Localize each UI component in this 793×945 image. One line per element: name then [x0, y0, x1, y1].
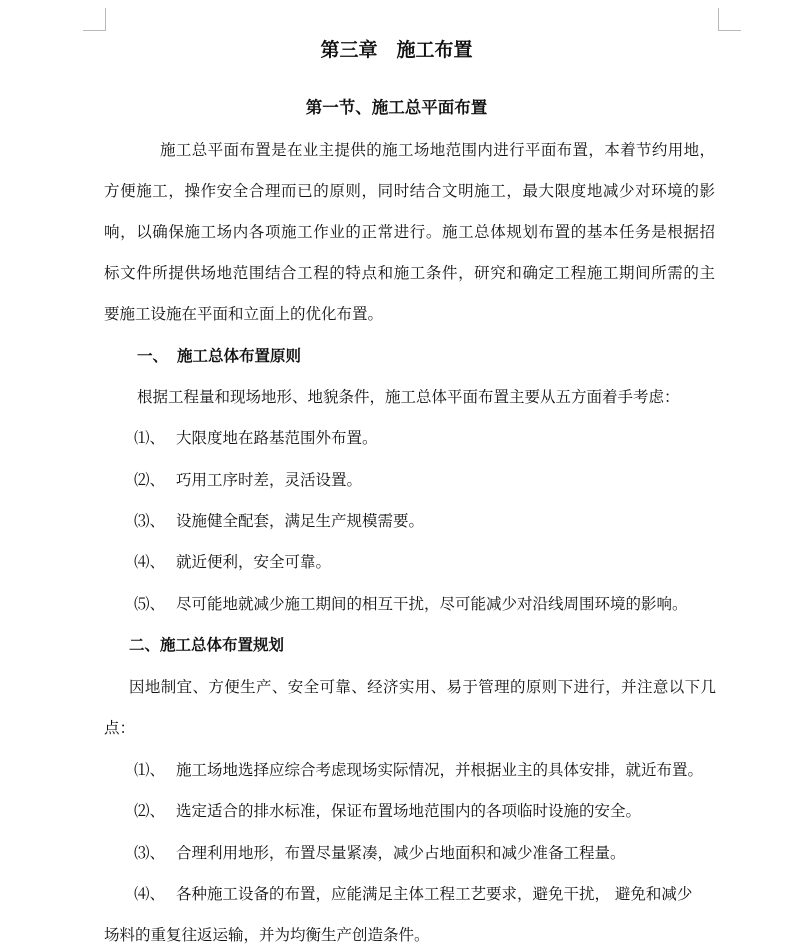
section2-lead-line-2: 点：	[104, 719, 136, 737]
intro-line-3: 响，以确保施工场内各项施工作业的正常进行。施工总体规划布置的基本任务是根据招	[104, 223, 715, 241]
section1-list-item	[134, 511, 424, 531]
section-title: 第一节、施工总平面布置	[305, 98, 488, 117]
list-item-text: 就近便利，安全可靠。	[176, 553, 332, 571]
list-item-text: 尽可能地就减少施工期间的相互干扰，尽可能减少对沿线周围环境的影响。	[176, 595, 688, 613]
section2-list-item	[134, 760, 703, 780]
list-item-number: ⑸、	[134, 595, 166, 613]
list-item-number: ⑷、	[134, 553, 166, 571]
section1-list-item	[134, 552, 331, 572]
intro-line-5: 要施工设施在平面和立面上的优化布置。	[104, 305, 384, 323]
list-item-number: ⑷、	[134, 885, 166, 903]
section2-list-item	[134, 801, 641, 821]
section1-heading	[137, 346, 301, 366]
list-item-text: 施工场地选择应综合考虑现场实际情况，并根据业主的具体安排，就近布置。	[176, 761, 704, 779]
intro-line-1: 施工总平面布置是在业主提供的施工场地范围内进行平面布置，本着节约用地，	[160, 141, 715, 159]
section2-list-item	[134, 843, 626, 863]
list-item-text: 合理利用地形，布置尽量紧凑，减少占地面积和减少准备工程量。	[176, 844, 626, 862]
list-item-number: ⑵、	[134, 802, 166, 820]
list-item-text: 大限度地在路基范围外布置。	[176, 429, 378, 447]
section2-lead-line-1: 因地制宜、方便生产、安全可靠、经济实用、易于管理的原则下进行，并注意以下几	[129, 678, 716, 696]
intro-line-4: 标文件所提供场地范围结合工程的特点和施工条件，研究和确定工程施工期间所需的主	[104, 264, 715, 282]
section1-lead: 根据工程量和现场地形、地貌条件，施工总体平面布置主要从五方面着手考虑：	[137, 388, 680, 406]
intro-line-2: 方便施工，操作安全合理而已的原则，同时结合文明施工，最大限度地减少对环境的影	[104, 182, 715, 200]
section1-list-item	[134, 428, 378, 448]
section1-heading-text: 施工总体布置原则	[177, 347, 302, 365]
list-item-number: ⑴、	[134, 429, 166, 447]
section1-list-item	[134, 470, 362, 490]
section2-heading: 二、施工总体布置规划	[129, 636, 285, 654]
list-item-text: 设施健全配套，满足生产规模需要。	[176, 512, 425, 530]
list-item-text: 巧用工序时差，灵活设置。	[176, 471, 363, 489]
section2-list-item	[134, 884, 692, 904]
list-item-text: 选定适合的排水标准，保证布置场地范围内的各项临时设施的安全。	[176, 802, 642, 820]
section1-heading-number: 一、	[137, 347, 169, 365]
list-item-number: ⑶、	[134, 512, 166, 530]
chapter-title: 第三章 施工布置	[320, 39, 473, 61]
list-item-number: ⑴、	[134, 761, 166, 779]
list-item-text: 各种施工设备的布置，应能满足主体工程工艺要求，避免干扰， 避免和减少	[176, 885, 693, 903]
list-item-number: ⑵、	[134, 471, 166, 489]
section1-list-item	[134, 594, 688, 614]
section2-continuation-line: 场料的重复往返运输，并为均衡生产创造条件。	[104, 926, 430, 944]
list-item-number: ⑶、	[134, 844, 166, 862]
